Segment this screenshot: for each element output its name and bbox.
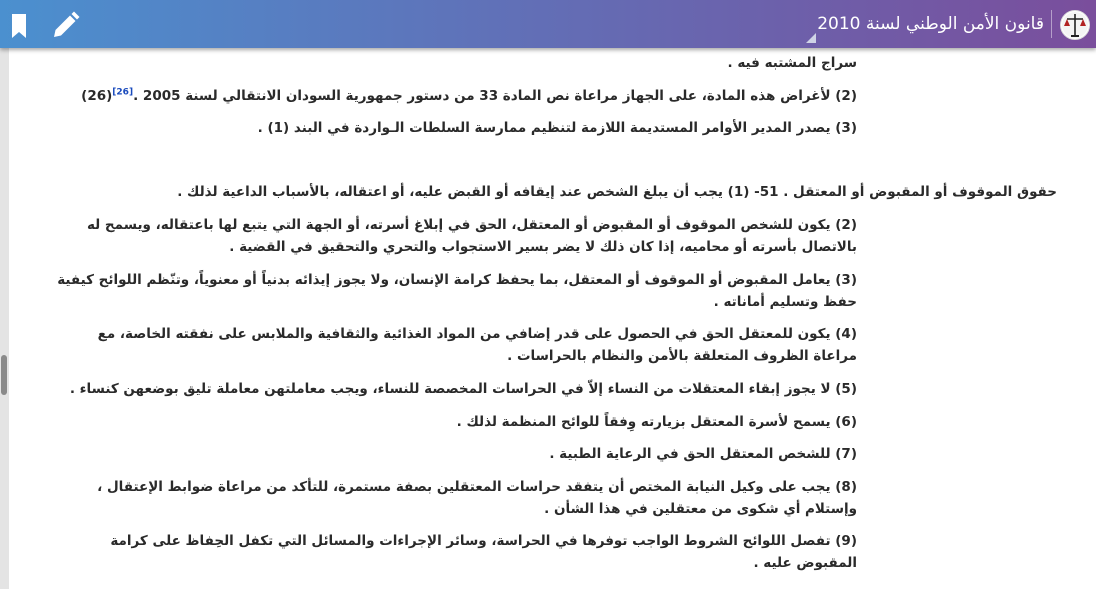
article-51-para-3-line-1: (3) يعامل المقبوض أو الموقوف أو المعتقل، بما يحفظ كرامة الإنسان، ولا يجوز إيذائه بدنياً أو معنوياً، وتنّظم اللوائح كيفية	[57, 272, 857, 288]
article-51-para-5: (5) لا يجوز إبقاء المعتقلات من النساء إلاّ في الحراسات المخصصة للنساء، ويجب معاملتهن معاملة تليق بوضعهن كنساء .	[69, 381, 857, 397]
article-51-para-2-line-1: (2) يكون للشخص الموقوف أو المقبوض أو المعتقل، الحق في إبلاغ أسرته، أو الجهة التي يتبع لها باعتقاله، ويسمح له	[86, 217, 857, 233]
paragraph-tail: سراج المشتبه فيه .	[727, 55, 857, 71]
article-51-para-4-line-2: مراعاة الظروف المتعلقة بالأمن والنظام بالحراسات .	[507, 348, 857, 364]
justice-scale-logo	[1060, 10, 1090, 40]
article-51-line	[177, 181, 1057, 203]
paragraph-2-tail: (26)	[81, 88, 113, 104]
article-51-para-7: (7) للشخص المعتقل الحق في الرعاية الطبية .	[549, 446, 857, 462]
article-51-para-2-line-2: بالاتصال بأسرته أو محاميه، إذا كان ذلك لا يضر بسير الاستجواب والتحري والتحقيق في القضية .	[229, 239, 857, 255]
paragraph-2	[81, 85, 857, 107]
vertical-scrollbar-track[interactable]	[0, 48, 9, 589]
vertical-scrollbar-thumb[interactable]	[1, 355, 7, 395]
footnote-link[interactable]: [26]	[112, 87, 134, 98]
page-fold-marker	[806, 33, 816, 43]
pencil-icon[interactable]	[50, 11, 80, 41]
article-51-heading: حقوق الموقوف أو المقبوض أو المعتقل .	[783, 184, 1057, 200]
article-51-para-6: (6) يسمح لأسرة المعتقل بزيارته وِفقاً للوائح المنظمة لذلك .	[456, 414, 857, 430]
bookmark-icon[interactable]	[11, 13, 27, 39]
title-divider	[1051, 10, 1052, 38]
top-toolbar	[0, 0, 1096, 48]
article-51-para-8-line-1: (8) يجب على وكيل النيابة المختص أن يتفقد حراسات المعتقلين بصفة مستمرة، للتأكد من مراعاة ضوابط الإعتقال ،	[97, 479, 857, 495]
article-51-para-9-line-1: (9) تفصل اللوائح الشروط الواجب توفرها في الحراسة، وسائر الإجراءات والمسائل التي تكفل الحِفاظ على كرامة	[110, 533, 857, 549]
paragraph-2-text: (2) لأغراض هذه المادة، على الجهاز مراعاة نص المادة 33 من دستور جمهورية السودان الانتقالي لسنة 2005 .	[133, 88, 857, 104]
paragraph-3: (3) يصدر المدير الأوامر المستديمة اللازمة لتنظيم ممارسة السلطات الـواردة في البند (1) .	[257, 120, 857, 136]
article-51-para-4-line-1: (4) يكون للمعتقل الحق في الحصول على قدر إضافي من المواد الغذائية والثقافية والملابس على نفقته الخاصة، مع	[97, 326, 857, 342]
article-51-para-1: 51- (1) يجب أن يبلغ الشخص عند إيقافه أو القبض عليه، أو اعتقاله، بالأسباب الداعية لذلك .	[177, 184, 779, 200]
article-51-para-9-line-2: المقبوض عليه .	[753, 555, 857, 571]
article-51-para-3-line-2: حفظ وتسليم أماناته .	[713, 294, 857, 310]
article-51-para-8-line-2: وإستلام أي شكوى من معتقلين في هذا الشأن .	[544, 501, 857, 517]
document-title: قانون الأمن الوطني لسنة 2010	[817, 14, 1044, 34]
